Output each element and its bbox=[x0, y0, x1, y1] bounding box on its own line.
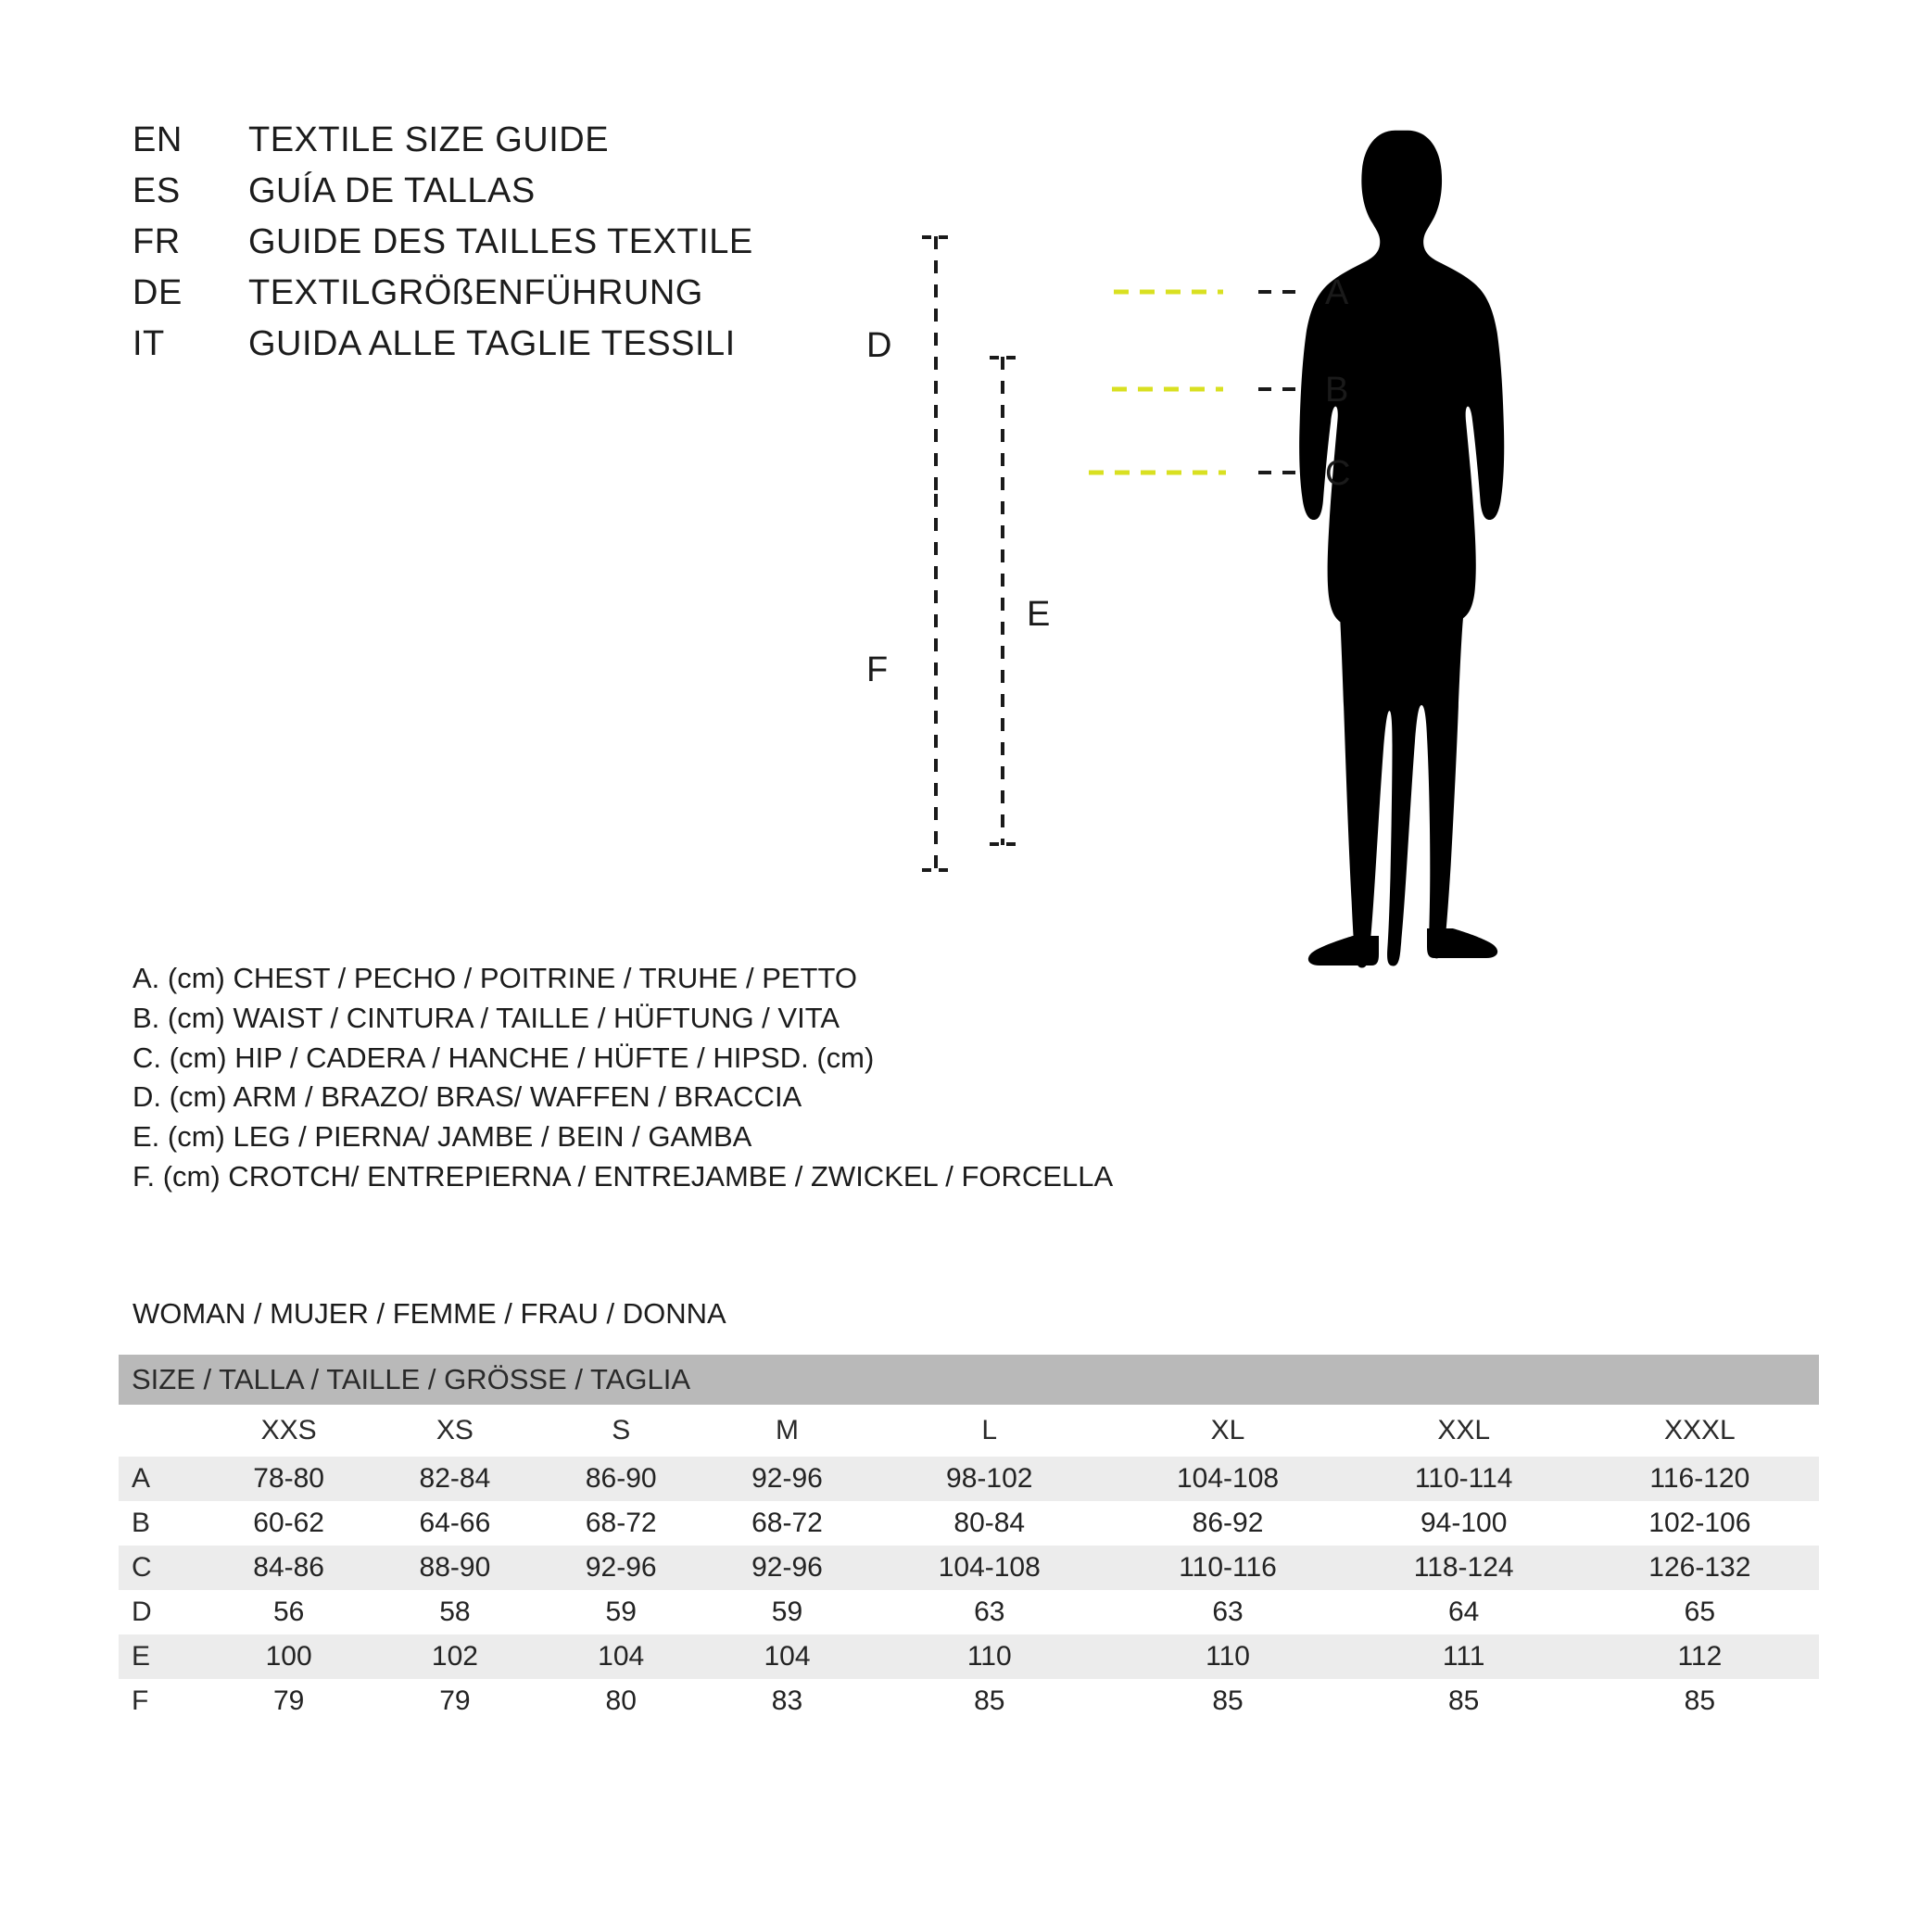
dimension-label-e: E bbox=[1027, 595, 1051, 634]
language-row bbox=[133, 324, 966, 375]
table-cell: 63 bbox=[870, 1590, 1108, 1634]
table-cell: 98-102 bbox=[870, 1457, 1108, 1501]
table-cell: 110-114 bbox=[1347, 1457, 1581, 1501]
row-label: E bbox=[119, 1634, 206, 1679]
table-cell: 111 bbox=[1347, 1634, 1581, 1679]
table-cell: 64 bbox=[1347, 1590, 1581, 1634]
marker-label-a: A bbox=[1325, 273, 1349, 312]
table-cell: 110-116 bbox=[1108, 1546, 1346, 1590]
group-label: WOMAN / MUJER / FEMME / FRAU / DONNA bbox=[133, 1297, 726, 1330]
table-cell: 59 bbox=[538, 1590, 704, 1634]
legend-item-c: C. (cm) HIP / CADERA / HANCHE / HÜFTE / HIPSD. (cm) bbox=[133, 1041, 875, 1074]
language-code: IT bbox=[133, 324, 165, 363]
table-cell: 116-120 bbox=[1581, 1457, 1819, 1501]
table-cell: 63 bbox=[1108, 1590, 1346, 1634]
table-cell: 92-96 bbox=[704, 1457, 870, 1501]
row-label: F bbox=[119, 1679, 206, 1723]
size-header-xs: XS bbox=[372, 1405, 537, 1457]
table-band-header-row bbox=[119, 1355, 1819, 1405]
table-cell: 56 bbox=[206, 1590, 372, 1634]
table-row bbox=[119, 1634, 1819, 1679]
table-cell: 102 bbox=[372, 1634, 537, 1679]
marker-label-b: B bbox=[1325, 371, 1349, 410]
table-row bbox=[119, 1679, 1819, 1723]
size-header-xxl: XXL bbox=[1347, 1405, 1581, 1457]
language-code: ES bbox=[133, 171, 181, 210]
language-row bbox=[133, 273, 966, 324]
table-cell: 58 bbox=[372, 1590, 537, 1634]
language-row bbox=[133, 120, 966, 171]
table-row bbox=[119, 1457, 1819, 1501]
size-header-l: L bbox=[870, 1405, 1108, 1457]
table-cell: 83 bbox=[704, 1679, 870, 1723]
table-cell: 78-80 bbox=[206, 1457, 372, 1501]
table-cell: 59 bbox=[704, 1590, 870, 1634]
table-header-row bbox=[119, 1405, 1819, 1457]
legend-item-d: D. (cm) ARM / BRAZO/ BRAS/ WAFFEN / BRACCIA bbox=[133, 1080, 802, 1114]
table-cell: 85 bbox=[870, 1679, 1108, 1723]
table-cell: 88-90 bbox=[372, 1546, 537, 1590]
language-code: FR bbox=[133, 222, 181, 261]
table-cell: 118-124 bbox=[1347, 1546, 1581, 1590]
table-cell: 104-108 bbox=[870, 1546, 1108, 1590]
language-code: DE bbox=[133, 273, 183, 312]
dimension-label-d: D bbox=[866, 326, 892, 365]
table-row bbox=[119, 1501, 1819, 1546]
language-code: EN bbox=[133, 120, 183, 159]
table-cell: 110 bbox=[1108, 1634, 1346, 1679]
row-label: C bbox=[119, 1546, 206, 1590]
table-cell: 126-132 bbox=[1581, 1546, 1819, 1590]
table-cell: 84-86 bbox=[206, 1546, 372, 1590]
table-row bbox=[119, 1590, 1819, 1634]
table-cell: 110 bbox=[870, 1634, 1108, 1679]
legend-item-f: F. (cm) CROTCH/ ENTREPIERNA / ENTREJAMBE / ZWICKEL / FORCELLA bbox=[133, 1159, 1114, 1193]
table-cell: 94-100 bbox=[1347, 1501, 1581, 1546]
language-title: GUÍA DE TALLAS bbox=[248, 171, 536, 210]
size-header-xxxl: XXXL bbox=[1581, 1405, 1819, 1457]
language-row bbox=[133, 222, 966, 273]
table-cell: 79 bbox=[206, 1679, 372, 1723]
table-cell: 80 bbox=[538, 1679, 704, 1723]
size-header-s: S bbox=[538, 1405, 704, 1457]
table-cell: 104 bbox=[704, 1634, 870, 1679]
table-cell: 104-108 bbox=[1108, 1457, 1346, 1501]
table-cell: 100 bbox=[206, 1634, 372, 1679]
size-header-xl: XL bbox=[1108, 1405, 1346, 1457]
dimension-line-leg bbox=[990, 357, 1050, 845]
female-silhouette-icon bbox=[1299, 131, 1504, 968]
dimension-line-crotch bbox=[866, 494, 950, 871]
table-band-header: SIZE / TALLA / TAILLE / GRÖSSE / TAGLIA bbox=[119, 1355, 1819, 1405]
row-label: D bbox=[119, 1590, 206, 1634]
table-cell: 102-106 bbox=[1581, 1501, 1819, 1546]
legend-item-e: E. (cm) LEG / PIERNA/ JAMBE / BEIN / GAMBA bbox=[133, 1120, 752, 1154]
table-cell: 112 bbox=[1581, 1634, 1819, 1679]
language-title-block bbox=[133, 120, 966, 375]
language-row bbox=[133, 171, 966, 222]
size-table bbox=[119, 1355, 1819, 1723]
table-cell: 86-90 bbox=[538, 1457, 704, 1501]
table-cell: 92-96 bbox=[704, 1546, 870, 1590]
table-cell: 65 bbox=[1581, 1590, 1819, 1634]
size-header-m: M bbox=[704, 1405, 870, 1457]
table-cell: 85 bbox=[1347, 1679, 1581, 1723]
table-cell: 60-62 bbox=[206, 1501, 372, 1546]
table-cell: 85 bbox=[1581, 1679, 1819, 1723]
body-measurement-diagram bbox=[866, 74, 1863, 1186]
measurement-legend bbox=[133, 959, 1244, 1197]
table-row bbox=[119, 1546, 1819, 1590]
language-title: TEXTILE SIZE GUIDE bbox=[248, 120, 610, 159]
language-title: TEXTILGRÖßENFÜHRUNG bbox=[248, 273, 703, 312]
marker-label-c: C bbox=[1325, 454, 1351, 493]
table-cell: 80-84 bbox=[870, 1501, 1108, 1546]
table-cell: 82-84 bbox=[372, 1457, 537, 1501]
dimension-label-f: F bbox=[866, 650, 889, 689]
table-cell: 86-92 bbox=[1108, 1501, 1346, 1546]
table-cell: 79 bbox=[372, 1679, 537, 1723]
row-label: B bbox=[119, 1501, 206, 1546]
language-title: GUIDA ALLE TAGLIE TESSILI bbox=[248, 324, 736, 363]
table-cell: 64-66 bbox=[372, 1501, 537, 1546]
row-label: A bbox=[119, 1457, 206, 1501]
table-cell: 68-72 bbox=[704, 1501, 870, 1546]
legend-item-b: B. (cm) WAIST / CINTURA / TAILLE / HÜFTUNG / VITA bbox=[133, 1001, 840, 1034]
legend-item-a: A. (cm) CHEST / PECHO / POITRINE / TRUHE / PETTO bbox=[133, 962, 857, 994]
size-header-xxs: XXS bbox=[206, 1405, 372, 1457]
table-cell: 92-96 bbox=[538, 1546, 704, 1590]
language-title: GUIDE DES TAILLES TEXTILE bbox=[248, 222, 753, 261]
table-corner-cell bbox=[119, 1405, 206, 1457]
table-cell: 85 bbox=[1108, 1679, 1346, 1723]
table-cell: 104 bbox=[538, 1634, 704, 1679]
table-cell: 68-72 bbox=[538, 1501, 704, 1546]
